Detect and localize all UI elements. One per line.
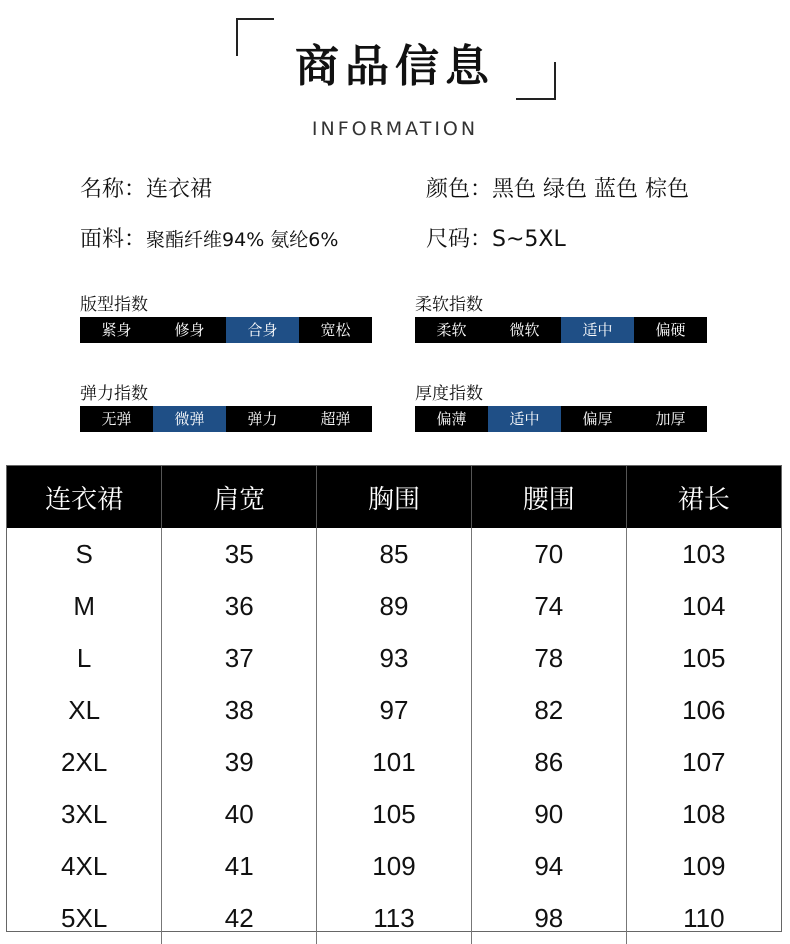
info-color <box>426 172 689 203</box>
softness-option-2: 微软 <box>509 321 540 339</box>
fit-option-2: 修身 <box>174 321 205 339</box>
table-cell: 105 <box>626 632 781 684</box>
size-cell: L <box>76 642 92 673</box>
thickness-option-3: 偏厚 <box>582 410 613 428</box>
table-cell: 98 <box>471 892 626 944</box>
info-color-label: 颜色： <box>426 177 493 202</box>
table-cell: 36 <box>162 580 317 632</box>
table-cell: 78 <box>471 632 626 684</box>
table-cell: 37 <box>162 632 317 684</box>
fit-option-3: 合身 <box>226 317 299 343</box>
info-size-value: S~5XL <box>492 227 566 252</box>
thickness-option-2: 适中 <box>488 406 561 432</box>
title-corner-bottom-right <box>516 62 556 100</box>
softness-option-1: 柔软 <box>436 321 467 339</box>
table-cell: 107 <box>626 736 781 788</box>
table-row <box>7 632 781 684</box>
table-cell: 113 <box>317 892 472 944</box>
table-cell: 35 <box>162 528 317 580</box>
size-table-container <box>6 465 782 932</box>
size-cell: 4XL <box>61 850 108 881</box>
elasticity-option-1: 无弹 <box>101 410 132 428</box>
table-cell: 101 <box>317 736 472 788</box>
table-cell: 109 <box>317 840 472 892</box>
thickness-index-label: 厚度指数 <box>415 384 483 404</box>
info-name-label: 名称： <box>80 177 147 202</box>
size-cell: XL <box>68 694 101 725</box>
softness-option-3: 适中 <box>561 317 634 343</box>
size-cell: 2XL <box>61 746 108 777</box>
elasticity-option-3: 弹力 <box>247 410 278 428</box>
table-cell: 41 <box>162 840 317 892</box>
info-size-label: 尺码： <box>426 227 493 252</box>
table-row <box>7 684 781 736</box>
info-name <box>80 172 212 203</box>
size-cell: S <box>75 538 93 569</box>
softness-index-label: 柔软指数 <box>415 295 483 315</box>
fit-option-1: 紧身 <box>101 321 132 339</box>
size-cell: 3XL <box>61 798 108 829</box>
table-cell: 38 <box>162 684 317 736</box>
size-table <box>7 466 781 944</box>
size-table-header-row <box>7 466 781 528</box>
table-row <box>7 788 781 840</box>
info-fabric-label: 面料： <box>80 227 147 252</box>
fit-index-bar <box>80 317 372 343</box>
thickness-index-bar <box>415 406 707 432</box>
table-cell: 103 <box>626 528 781 580</box>
info-name-value: 连衣裙 <box>146 177 213 202</box>
elasticity-index-bar <box>80 406 372 432</box>
thickness-option-4: 加厚 <box>655 410 686 428</box>
table-cell: 70 <box>471 528 626 580</box>
size-cell: M <box>73 590 95 621</box>
elasticity-index-label: 弹力指数 <box>80 384 148 404</box>
elasticity-option-4: 超弹 <box>320 410 351 428</box>
elasticity-option-2: 微弹 <box>153 406 226 432</box>
table-cell: 94 <box>471 840 626 892</box>
info-color-value: 黑色 绿色 蓝色 棕色 <box>492 177 689 202</box>
table-cell: 104 <box>626 580 781 632</box>
fit-option-4: 宽松 <box>320 321 351 339</box>
page-subtitle: INFORMATION <box>311 118 479 140</box>
softness-index-bar <box>415 317 707 343</box>
table-cell: 39 <box>162 736 317 788</box>
info-fabric-value: 聚酯纤维94% 氨纶6% <box>146 229 339 251</box>
softness-option-4: 偏硬 <box>655 321 686 339</box>
table-cell: 109 <box>626 840 781 892</box>
table-cell: 110 <box>626 892 781 944</box>
header-cell: 裙长 <box>626 466 781 528</box>
info-fabric <box>80 222 338 253</box>
page-title: 商品信息 <box>295 41 495 92</box>
table-cell: 40 <box>162 788 317 840</box>
table-cell: 108 <box>626 788 781 840</box>
table-row <box>7 892 781 944</box>
header-cell: 胸围 <box>317 466 472 528</box>
table-cell: 105 <box>317 788 472 840</box>
table-cell: 97 <box>317 684 472 736</box>
table-row <box>7 528 781 580</box>
table-cell: 106 <box>626 684 781 736</box>
table-cell: 93 <box>317 632 472 684</box>
size-cell: 5XL <box>61 902 108 933</box>
table-cell: 90 <box>471 788 626 840</box>
table-cell: 85 <box>317 528 472 580</box>
table-cell: 42 <box>162 892 317 944</box>
table-cell: 86 <box>471 736 626 788</box>
info-size <box>426 222 566 253</box>
table-cell: 89 <box>317 580 472 632</box>
table-row <box>7 736 781 788</box>
header-cell: 腰围 <box>471 466 626 528</box>
table-row <box>7 580 781 632</box>
header-cell: 肩宽 <box>162 466 317 528</box>
table-row <box>7 840 781 892</box>
table-cell: 82 <box>471 684 626 736</box>
header-cell: 连衣裙 <box>7 466 162 528</box>
thickness-option-1: 偏薄 <box>436 410 467 428</box>
fit-index-label: 版型指数 <box>80 295 148 315</box>
table-cell: 74 <box>471 580 626 632</box>
